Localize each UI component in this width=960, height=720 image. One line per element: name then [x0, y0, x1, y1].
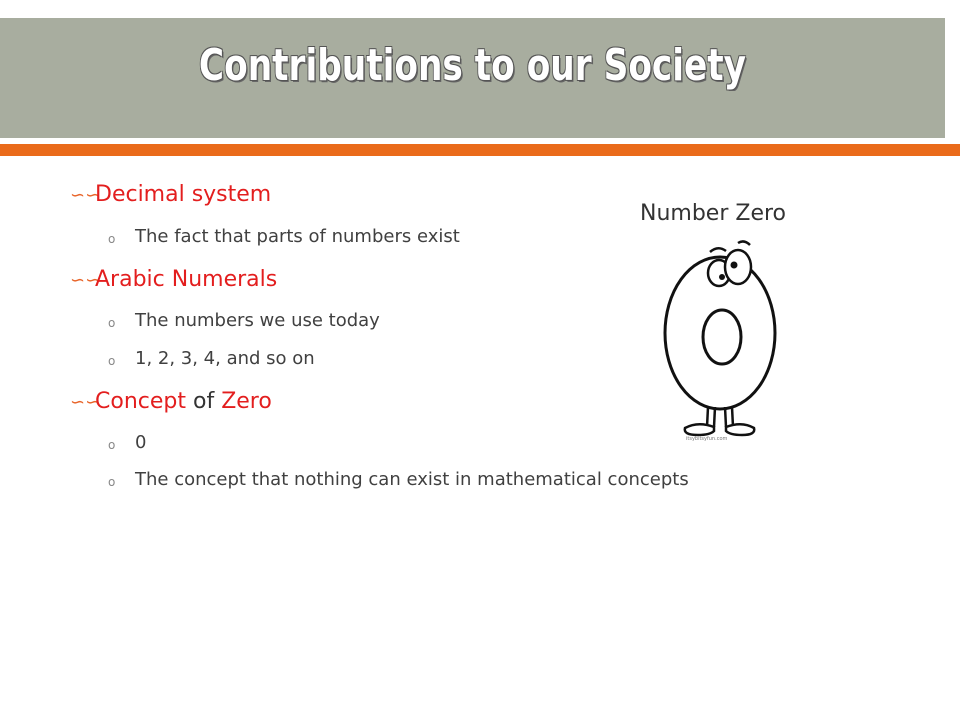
- title-bar: [0, 18, 945, 138]
- sub-bullet-text: The concept that nothing can exist in mathematical concepts: [135, 469, 689, 490]
- bullet-text: Concept of Zero: [95, 389, 272, 414]
- illustration-title: Number Zero: [640, 201, 786, 226]
- bullet-text: Arabic Numerals: [95, 267, 278, 292]
- image-credit: itsybitsyfun.com: [686, 436, 728, 442]
- number-zero-illustration: [628, 195, 828, 450]
- sub-bullet-marker-icon: o: [108, 475, 116, 489]
- bullet-marker-icon: ∽∽: [70, 270, 101, 291]
- sub-bullet-text: The fact that parts of numbers exist: [135, 226, 460, 247]
- bullet-marker-icon: ∽∽: [70, 392, 101, 413]
- accent-divider: [0, 144, 960, 156]
- sub-bullet-marker-icon: o: [108, 438, 116, 452]
- sub-bullet-marker-icon: o: [108, 354, 116, 368]
- bullet-marker-icon: ∽∽: [70, 185, 101, 206]
- sub-bullet-text: The numbers we use today: [135, 310, 380, 331]
- cartoon-zero-icon: [628, 195, 828, 450]
- sub-bullet-marker-icon: o: [108, 232, 116, 246]
- bullet-text: Decimal system: [95, 182, 272, 207]
- sub-bullet-marker-icon: o: [108, 316, 116, 330]
- sub-bullet-text: 0: [135, 432, 147, 453]
- slide-title: Contributions to our Society: [198, 40, 747, 91]
- sub-bullet-text: 1, 2, 3, 4, and so on: [135, 348, 315, 369]
